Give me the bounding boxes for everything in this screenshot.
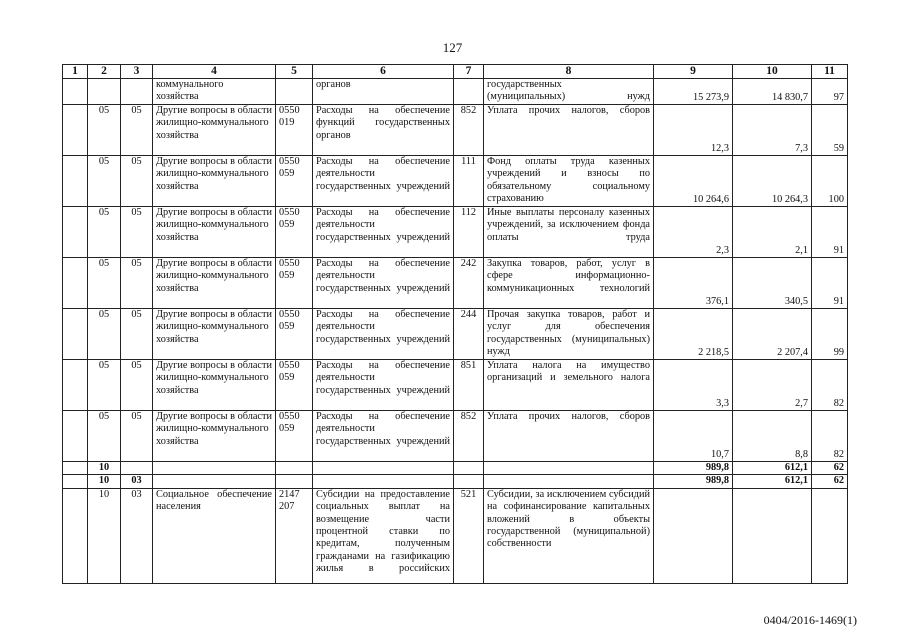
target-article-code: 0550 059 bbox=[276, 258, 313, 309]
target-article-name: Расходы на обеспечение деятельности государственных учреждений bbox=[313, 411, 454, 462]
header-cell: 11 bbox=[812, 65, 848, 79]
planned-amount: 989,8 bbox=[654, 475, 733, 488]
expense-type-name: государственных (муниципальных) нужд bbox=[484, 79, 654, 105]
header-cell: 4 bbox=[153, 65, 276, 79]
expense-type-name: Иные выплаты персоналу казенных учреждений, за исключением фонда оплаты труда bbox=[484, 207, 654, 258]
target-article-code bbox=[276, 462, 313, 475]
subsection-code: 05 bbox=[121, 360, 153, 411]
planned-amount: 2 218,5 bbox=[654, 309, 733, 360]
percent-executed: 62 bbox=[812, 475, 848, 488]
section-code: 05 bbox=[88, 156, 121, 207]
table-row bbox=[63, 207, 848, 258]
target-article-name: Расходы на обеспечение деятельности государственных учреждений bbox=[313, 309, 454, 360]
target-article-name: Расходы на обеспечение деятельности государственных учреждений bbox=[313, 156, 454, 207]
expense-type-code: 244 bbox=[454, 309, 484, 360]
section-name: Другие вопросы в области жилищно-коммунального хозяйства bbox=[153, 411, 276, 462]
actual-amount: 2,1 bbox=[733, 207, 812, 258]
table-row bbox=[63, 258, 848, 309]
expense-type-name: Фонд оплаты труда казенных учреждений и взносы по обязательному социальному страхованию bbox=[484, 156, 654, 207]
subsection-code bbox=[121, 79, 153, 105]
col1-cell bbox=[63, 207, 88, 258]
section-name: Другие вопросы в области жилищно-коммунального хозяйства bbox=[153, 309, 276, 360]
percent-executed: 100 bbox=[812, 156, 848, 207]
subsection-code: 05 bbox=[121, 207, 153, 258]
percent-executed: 82 bbox=[812, 411, 848, 462]
header-cell: 10 bbox=[733, 65, 812, 79]
target-article-name: Расходы на обеспечение деятельности государственных учреждений bbox=[313, 207, 454, 258]
subtotal-row bbox=[63, 462, 848, 475]
header-cell: 9 bbox=[654, 65, 733, 79]
planned-amount: 10,7 bbox=[654, 411, 733, 462]
col1-cell bbox=[63, 475, 88, 488]
actual-amount: 14 830,7 bbox=[733, 79, 812, 105]
page-number: 127 bbox=[442, 40, 463, 55]
expense-type-name: Уплата налога на имущество организаций и земельного налога bbox=[484, 360, 654, 411]
percent-executed: 99 bbox=[812, 309, 848, 360]
expense-type-code: 852 bbox=[454, 105, 484, 156]
actual-amount: 2,7 bbox=[733, 360, 812, 411]
percent-executed: 62 bbox=[812, 462, 848, 475]
table-row bbox=[63, 79, 848, 105]
actual-amount: 2 207,4 bbox=[733, 309, 812, 360]
actual-amount: 612,1 bbox=[733, 462, 812, 475]
percent-executed: 59 bbox=[812, 105, 848, 156]
expense-type-code: 112 bbox=[454, 207, 484, 258]
percent-executed: 97 bbox=[812, 79, 848, 105]
section-name: Другие вопросы в области жилищно-коммунального хозяйства bbox=[153, 105, 276, 156]
target-article-code: 0550 059 bbox=[276, 207, 313, 258]
budget-table bbox=[62, 64, 848, 584]
subsection-code: 05 bbox=[121, 105, 153, 156]
actual-amount: 7,3 bbox=[733, 105, 812, 156]
col1-cell bbox=[63, 462, 88, 475]
section-code: 05 bbox=[88, 360, 121, 411]
expense-type-name bbox=[484, 462, 654, 475]
col1-cell bbox=[63, 105, 88, 156]
actual-amount: 340,5 bbox=[733, 258, 812, 309]
col1-cell bbox=[63, 360, 88, 411]
expense-type-code bbox=[454, 462, 484, 475]
actual-amount: 10 264,3 bbox=[733, 156, 812, 207]
target-article-code: 0550 019 bbox=[276, 105, 313, 156]
expense-type-name bbox=[484, 475, 654, 488]
col1-cell bbox=[63, 156, 88, 207]
target-article-name bbox=[313, 475, 454, 488]
col1-cell bbox=[63, 411, 88, 462]
expense-type-name: Уплата прочих налогов, сборов bbox=[484, 411, 654, 462]
expense-type-name: Закупка товаров, работ, услуг в сфере информационно-коммуникационных технологий bbox=[484, 258, 654, 309]
table-row bbox=[63, 105, 848, 156]
target-article-code bbox=[276, 79, 313, 105]
section-code: 05 bbox=[88, 207, 121, 258]
target-article-code: 0550 059 bbox=[276, 309, 313, 360]
document-code: 0404/2016-1469(1) bbox=[763, 613, 857, 627]
col1-cell bbox=[63, 258, 88, 309]
col1-cell bbox=[63, 309, 88, 360]
section-name: Другие вопросы в области жилищно-коммунального хозяйства bbox=[153, 156, 276, 207]
actual-amount: 8,8 bbox=[733, 411, 812, 462]
expense-type-name: Прочая закупка товаров, работ и услуг для обеспечения государственных (муниципальных) нужд bbox=[484, 309, 654, 360]
subsection-code: 05 bbox=[121, 258, 153, 309]
header-cell: 3 bbox=[121, 65, 153, 79]
expense-type-name: Субсидии, за исключением субсидий на софинансирование капитальных вложений в объекты государственной (муниципальной) собственности bbox=[484, 488, 654, 583]
target-article-name bbox=[313, 462, 454, 475]
planned-amount: 989,8 bbox=[654, 462, 733, 475]
expense-type-code: 521 bbox=[454, 488, 484, 583]
header-cell: 7 bbox=[454, 65, 484, 79]
section-name: Другие вопросы в области жилищно-коммунального хозяйства bbox=[153, 360, 276, 411]
target-article-code: 0550 059 bbox=[276, 156, 313, 207]
section-name bbox=[153, 462, 276, 475]
section-code: 10 bbox=[88, 462, 121, 475]
percent-executed: 82 bbox=[812, 360, 848, 411]
header-cell: 1 bbox=[63, 65, 88, 79]
subsection-code bbox=[121, 462, 153, 475]
section-code: 05 bbox=[88, 411, 121, 462]
planned-amount bbox=[654, 488, 733, 583]
expense-type-code: 852 bbox=[454, 411, 484, 462]
percent-executed: 91 bbox=[812, 258, 848, 309]
actual-amount bbox=[733, 488, 812, 583]
planned-amount: 3,3 bbox=[654, 360, 733, 411]
section-code: 10 bbox=[88, 488, 121, 583]
subsection-code: 05 bbox=[121, 309, 153, 360]
percent-executed: 91 bbox=[812, 207, 848, 258]
header-cell: 2 bbox=[88, 65, 121, 79]
table-header-row bbox=[63, 65, 848, 79]
expense-type-name: Уплата прочих налогов, сборов bbox=[484, 105, 654, 156]
target-article-code: 0550 059 bbox=[276, 411, 313, 462]
table-row bbox=[63, 488, 848, 583]
target-article-name: Расходы на обеспечение функций государственных органов bbox=[313, 105, 454, 156]
section-name: Социальное обеспечение населения bbox=[153, 488, 276, 583]
expense-type-code bbox=[454, 475, 484, 488]
section-name bbox=[153, 475, 276, 488]
actual-amount: 612,1 bbox=[733, 475, 812, 488]
target-article-name: Субсидии на предоставление социальных выплат на возмещение части процентной ставки по кредитам, полученным гражданами на газификацию жилья в российских bbox=[313, 488, 454, 583]
section-code bbox=[88, 79, 121, 105]
planned-amount: 10 264,6 bbox=[654, 156, 733, 207]
table-row bbox=[63, 309, 848, 360]
planned-amount: 2,3 bbox=[654, 207, 733, 258]
planned-amount: 12,3 bbox=[654, 105, 733, 156]
subsection-code: 03 bbox=[121, 475, 153, 488]
section-code: 05 bbox=[88, 105, 121, 156]
expense-type-code: 242 bbox=[454, 258, 484, 309]
table-row bbox=[63, 156, 848, 207]
col1-cell bbox=[63, 488, 88, 583]
expense-type-code: 111 bbox=[454, 156, 484, 207]
subtotal-row bbox=[63, 475, 848, 488]
header-cell: 8 bbox=[484, 65, 654, 79]
planned-amount: 15 273,9 bbox=[654, 79, 733, 105]
target-article-name: Расходы на обеспечение деятельности государственных учреждений bbox=[313, 360, 454, 411]
subsection-code: 05 bbox=[121, 156, 153, 207]
section-code: 05 bbox=[88, 309, 121, 360]
section-name: Другие вопросы в области жилищно-коммунального хозяйства bbox=[153, 207, 276, 258]
col1-cell bbox=[63, 79, 88, 105]
section-name: Другие вопросы в области жилищно-коммунального хозяйства bbox=[153, 258, 276, 309]
target-article-code: 0550 059 bbox=[276, 360, 313, 411]
subsection-code: 05 bbox=[121, 411, 153, 462]
target-article-code: 2147 207 bbox=[276, 488, 313, 583]
header-cell: 5 bbox=[276, 65, 313, 79]
section-name: коммунального хозяйства bbox=[153, 79, 276, 105]
percent-executed bbox=[812, 488, 848, 583]
subsection-code: 03 bbox=[121, 488, 153, 583]
target-article-name: органов bbox=[313, 79, 454, 105]
target-article-name: Расходы на обеспечение деятельности государственных учреждений bbox=[313, 258, 454, 309]
header-cell: 6 bbox=[313, 65, 454, 79]
expense-type-code bbox=[454, 79, 484, 105]
planned-amount: 376,1 bbox=[654, 258, 733, 309]
table-row bbox=[63, 360, 848, 411]
table-row bbox=[63, 411, 848, 462]
section-code: 10 bbox=[88, 475, 121, 488]
target-article-code bbox=[276, 475, 313, 488]
expense-type-code: 851 bbox=[454, 360, 484, 411]
section-code: 05 bbox=[88, 258, 121, 309]
